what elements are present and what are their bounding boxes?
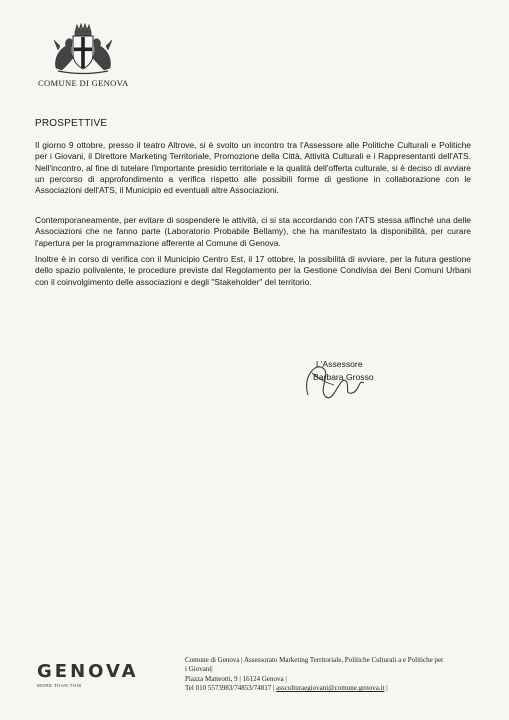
- signatory-title: L'Assessore: [316, 359, 363, 369]
- genova-logo-tagline: MORE THAN THIS: [37, 683, 82, 688]
- footer-contact-block: [185, 656, 485, 694]
- footer-phone: Tel 010 5573983/74853/74817 |: [185, 684, 275, 693]
- signatory-name: Barbara Grosso: [313, 372, 374, 382]
- section-heading: PROSPETTIVE: [35, 118, 108, 129]
- footer-line-contacts: [185, 684, 485, 693]
- paragraph-meeting: Il giorno 9 ottobre, presso il teatro Altrove, si è svolto un incontro tra l'Assessore alle Politiche Culturali e Politiche per i Giovani, il Direttore Marketing Territoriale, Promozione della Città, Attività Culturali e i Rappresentanti dell'ATS. Nell'incontro, al fine di tutelare l'importante presidio territoriale e la qualità dell'offerta culturale, si è deciso di avviare un percorso di approfondimento a verifica rispetto alle possibili forme di gestione in collaborazione con le Associazioni dell'ATS, il Municipio ed eventuali altre Associazioni.: [35, 140, 471, 196]
- genova-brand-logo: [37, 663, 139, 688]
- footer-line-address: Piazza Matteotti, 9 | 16124 Genova |: [185, 674, 287, 683]
- footer-line-office: Comune di Genova | Assessorato Marketing Territoriale, Politiche Culturali a e Politiche per: [185, 656, 444, 664]
- footer-email-link[interactable]: assculturaegiovani@comune.genova.it: [276, 684, 385, 693]
- city-crest-logo: [48, 22, 118, 76]
- paragraph-agreement: Contemporaneamente, per evitare di sospendere le attività, ci si sta accordando con l'ATS stessa affinché una delle Associazioni che ne fanno parte (Laboratorio Probabile Bellamy), che ha manifestato la disponibilità, per curare l'apertura per la programmazione afferente al Comune di Genova.: [35, 215, 471, 248]
- footer-separator: |: [386, 684, 388, 693]
- comune-di-genova-label: COMUNE DI GENOVA: [38, 78, 129, 88]
- footer-line-office-cont: i Giovani|: [185, 665, 213, 674]
- genova-logo-word: GENOVA: [37, 661, 139, 682]
- paragraph-verification: Inoltre è in corso di verifica con il Municipio Centro Est, il 17 ottobre, la possibilità di avviare, per la futura gestione dello spazio polivalente, le procedure previste dal Regolamento per la Gestione Condivisa dei Beni Comuni Urbani con il coinvolgimento delle associazioni e degli "Stakeholder" del territorio.: [35, 254, 471, 287]
